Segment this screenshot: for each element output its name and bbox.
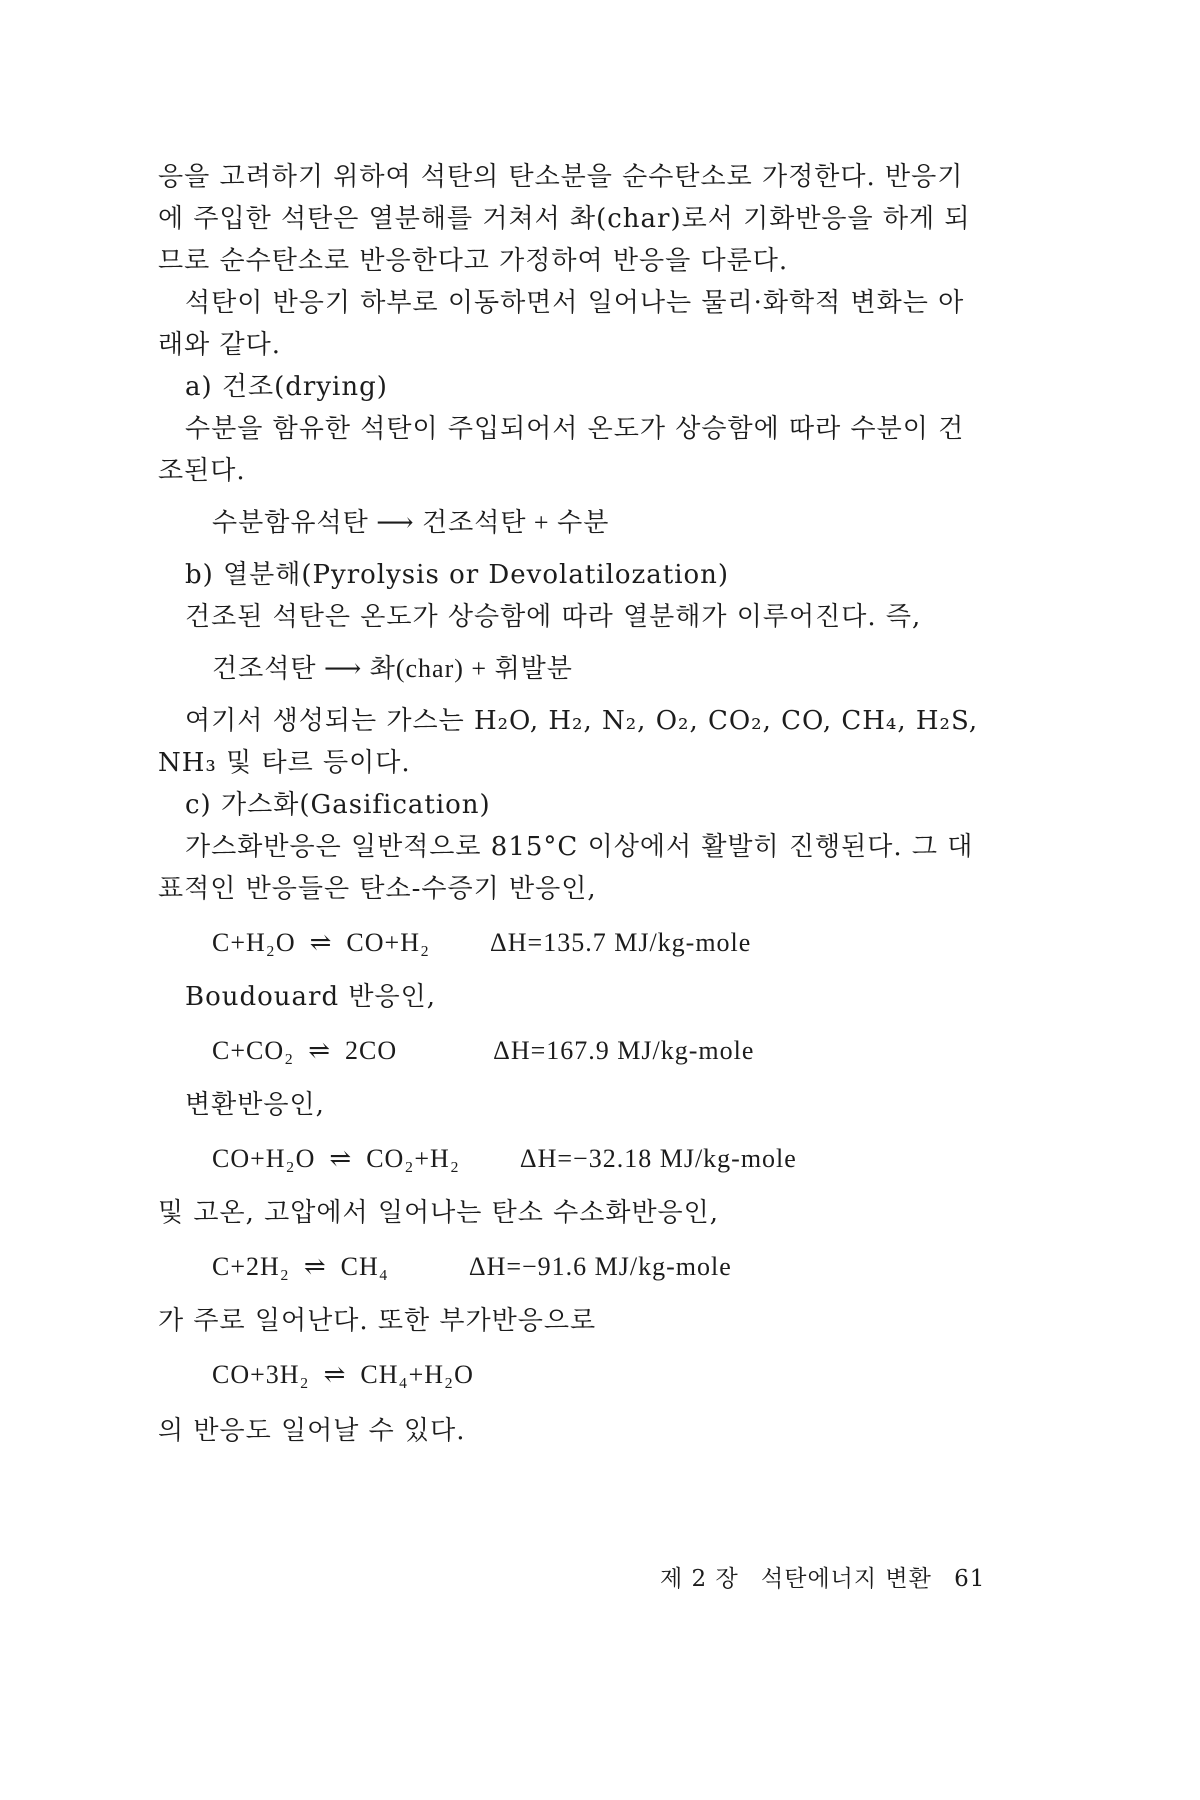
equilibrium-arrow-icon: ⇌ (329, 1144, 353, 1173)
chapter-label: 제 2 장 (660, 1566, 739, 1592)
paragraph-line: 래와 같다. (158, 330, 281, 360)
reaction-pyrolysis: 건조석탄 ⟶ 촤(char) + 휘발분 (212, 654, 573, 683)
equation-rhs: CO₂+H₂ (366, 1144, 460, 1173)
paragraph-line: 석탄이 반응기 하부로 이동하면서 일어나는 물리·화학적 변화는 아 (185, 288, 965, 318)
equation-lhs: C+2H₂ (212, 1252, 290, 1281)
paragraph-line: Boudouard 반응인, (185, 982, 436, 1012)
section-heading-drying: a) 건조(drying) (185, 372, 388, 402)
section-heading-gasification: c) 가스화(Gasification) (185, 790, 491, 820)
paragraph-line: 조된다. (158, 456, 246, 486)
paragraph-line: 가 주로 일어난다. 또한 부가반응으로 (158, 1306, 597, 1336)
equation-rhs: CH₄ (340, 1252, 389, 1281)
paragraph-line: 수분을 함유한 석탄이 주입되어서 온도가 상승함에 따라 수분이 건 (185, 414, 965, 444)
equation-lhs: C+H₂O (212, 928, 296, 957)
equation-boudouard (212, 1034, 754, 1068)
paragraph-line: 여기서 생성되는 가스는 H₂O, H₂, N₂, O₂, CO₂, CO, CH₄, H₂S, (185, 706, 979, 736)
page-number: 61 (954, 1566, 986, 1592)
reaction-drying: 수분함유석탄 ⟶ 건조석탄 + 수분 (212, 508, 610, 537)
enthalpy-value: ΔH=167.9 MJ/kg-mole (493, 1036, 755, 1065)
paragraph-line: 변환반응인, (185, 1090, 325, 1120)
paragraph-line: NH₃ 및 타르 등이다. (158, 748, 411, 778)
enthalpy-value: ΔH=−91.6 MJ/kg-mole (468, 1252, 732, 1281)
equation-lhs: CO+3H₂ (212, 1360, 310, 1389)
paragraph-line: 므로 순수탄소로 반응한다고 가정하여 반응을 다룬다. (158, 246, 789, 276)
equation-shift (212, 1142, 797, 1176)
section-heading-pyrolysis: b) 열분해(Pyrolysis or Devolatilozation) (185, 560, 730, 590)
paragraph-line: 가스화반응은 일반적으로 815°C 이상에서 활발히 진행된다. 그 대 (185, 832, 974, 862)
equation-lhs: C+CO₂ (212, 1036, 295, 1065)
enthalpy-value: ΔH=−32.18 MJ/kg-mole (519, 1144, 797, 1173)
equilibrium-arrow-icon: ⇌ (308, 1036, 331, 1065)
paragraph-line: 표적인 반응들은 탄소-수증기 반응인, (158, 874, 597, 904)
equation-methanation (212, 1358, 474, 1392)
equilibrium-arrow-icon: ⇌ (303, 1252, 327, 1281)
paragraph-line: 건조된 석탄은 온도가 상승함에 따라 열분해가 이루어진다. 즉, (185, 602, 922, 632)
enthalpy-value: ΔH=135.7 MJ/kg-mole (490, 928, 752, 957)
equation-hydrogasification (212, 1250, 732, 1284)
equation-rhs: CO+H₂ (346, 928, 431, 957)
chapter-title: 석탄에너지 변환 (761, 1566, 932, 1592)
paragraph-line: 및 고온, 고압에서 일어나는 탄소 수소화반응인, (158, 1198, 720, 1228)
paragraph-line: 에 주입한 석탄은 열분해를 거쳐서 촤(char)로서 기화반응을 하게 되 (158, 204, 971, 234)
paragraph-line: 의 반응도 일어날 수 있다. (158, 1416, 466, 1446)
equation-water-gas (212, 926, 751, 960)
running-footer (660, 1560, 999, 1593)
equation-rhs: CH₄+H₂O (360, 1360, 474, 1389)
paragraph-line: 응을 고려하기 위하여 석탄의 탄소분을 순수탄소로 가정한다. 반응기 (158, 162, 964, 192)
equilibrium-arrow-icon: ⇌ (309, 928, 333, 957)
equation-lhs: CO+H₂O (212, 1144, 316, 1173)
equation-rhs: 2CO (344, 1036, 398, 1065)
equilibrium-arrow-icon: ⇌ (323, 1360, 347, 1389)
